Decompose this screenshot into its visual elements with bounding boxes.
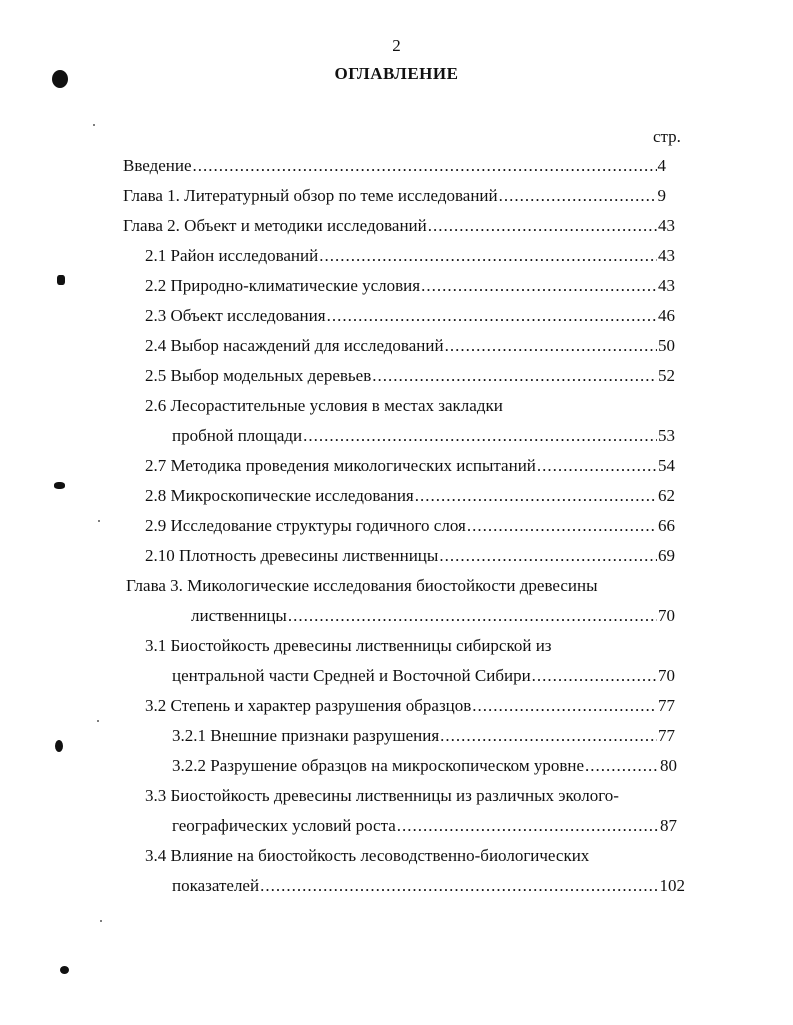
toc-entry-2-8: [145, 486, 675, 506]
toc-page: 66: [658, 516, 675, 535]
toc-page: 46: [658, 306, 675, 325]
toc-entry-3-4: [172, 876, 685, 896]
toc-page: 70: [658, 666, 675, 685]
scan-speck: [93, 124, 95, 126]
toc-leader: [472, 696, 657, 716]
scan-speck: [98, 520, 100, 522]
toc-entry-2-3: [145, 306, 675, 326]
toc-leader: [440, 726, 657, 746]
scan-speck: [100, 920, 102, 922]
toc-entry-3-4-line1: 3.4 Влияние на биостойкость лесоводственно-биологических: [145, 846, 590, 865]
toc-label: показателей: [172, 876, 260, 895]
scan-speck: [97, 720, 99, 722]
toc-label: 2.5 Выбор модельных деревьев: [145, 366, 372, 385]
toc-label: 3.2 Степень и характер разрушения образцов: [145, 696, 472, 715]
toc-label: 2.2 Природно-климатические условия: [145, 276, 421, 295]
toc-page: 43: [658, 246, 675, 265]
toc-leader: [499, 186, 657, 206]
toc-label: 2.1 Район исследований: [145, 246, 319, 265]
toc-page: 69: [658, 546, 675, 565]
toc-leader: [445, 336, 657, 356]
toc-entry-intro: [123, 156, 666, 176]
toc-entry-chapter-1: [123, 186, 666, 206]
toc-leader: [327, 306, 657, 326]
toc-label: 2.8 Микроскопические исследования: [145, 486, 414, 505]
toc-label: Введение: [123, 156, 192, 175]
toc-page: 102: [659, 876, 685, 895]
toc-leader: [415, 486, 657, 506]
toc-entry-2-10: [145, 546, 675, 566]
page-column-label: стр.: [653, 127, 681, 146]
toc-label: географических условий роста: [172, 816, 396, 835]
toc-page: 62: [658, 486, 675, 505]
toc-label: центральной части Средней и Восточной Сибири: [172, 666, 531, 685]
toc-entry-2-2: [145, 276, 675, 296]
toc-label: лиственницы: [191, 606, 287, 625]
toc-entry-3-3-line1: 3.3 Биостойкость древесины лиственницы из различных эколого-: [145, 786, 619, 805]
toc-entry-2-4: [145, 336, 675, 356]
toc-entry-2-7: [145, 456, 675, 476]
toc-page: 70: [658, 606, 675, 625]
scan-blot: [54, 482, 65, 489]
toc-leader: [193, 156, 657, 176]
toc-leader: [288, 606, 657, 626]
toc-label: Глава 2. Объект и методики исследований: [123, 216, 427, 235]
toc-leader: [467, 516, 657, 536]
toc-entry-2-6-line1: 2.6 Лесорастительные условия в местах закладки: [145, 396, 503, 415]
toc-entry-chapter-3: [191, 606, 675, 626]
toc-leader: [397, 816, 659, 836]
toc-entry-2-5: [145, 366, 675, 386]
toc-page: 9: [657, 186, 666, 205]
toc-page: 77: [658, 726, 675, 745]
toc-leader: [428, 216, 657, 236]
page-number: 2: [392, 36, 401, 55]
scan-blot: [57, 275, 65, 285]
toc-page: 4: [657, 156, 666, 175]
toc-entry-3-1-line1: 3.1 Биостойкость древесины лиственницы сибирской из: [145, 636, 552, 655]
scan-blot: [60, 966, 69, 974]
toc-label: 3.2.1 Внешние признаки разрушения: [172, 726, 440, 745]
scan-blot: [55, 740, 63, 752]
toc-page: 50: [658, 336, 675, 355]
toc-entry-2-9: [145, 516, 675, 536]
toc-label: 2.10 Плотность древесины лиственницы: [145, 546, 439, 565]
toc-label: 2.7 Методика проведения микологических испытаний: [145, 456, 536, 475]
toc-leader: [537, 456, 657, 476]
toc-page: 43: [658, 216, 675, 235]
page-title: ОГЛАВЛЕНИЕ: [334, 64, 459, 83]
toc-entry-3-2-1: [172, 726, 675, 746]
toc-label: 2.4 Выбор насаждений для исследований: [145, 336, 444, 355]
toc-label: 2.3 Объект исследования: [145, 306, 326, 325]
toc-leader: [532, 666, 657, 686]
toc-page: 53: [658, 426, 675, 445]
toc-label: Глава 1. Литературный обзор по теме исследований: [123, 186, 498, 205]
scan-blot: [52, 70, 68, 88]
toc-page: 87: [660, 816, 677, 835]
toc-entry-3-1: [172, 666, 675, 686]
toc-page: 80: [660, 756, 677, 775]
toc-page: 77: [658, 696, 675, 715]
toc-entry-chapter-2: [123, 216, 675, 236]
toc-leader: [585, 756, 659, 776]
toc-leader: [260, 876, 658, 896]
toc-label: пробной площади: [172, 426, 303, 445]
toc-entry-3-2-2: [172, 756, 677, 776]
toc-page: 43: [658, 276, 675, 295]
toc-leader: [439, 546, 657, 566]
toc-leader: [303, 426, 657, 446]
toc-page: 52: [658, 366, 675, 385]
toc-entry-chapter-3-line1: Глава 3. Микологические исследования биостойкости древесины: [126, 576, 598, 595]
toc-leader: [319, 246, 657, 266]
toc-label: 3.2.2 Разрушение образцов на микроскопическом уровне: [172, 756, 585, 775]
toc-entry-3-2: [145, 696, 675, 716]
toc-leader: [372, 366, 657, 386]
toc-page: 54: [658, 456, 675, 475]
toc-entry-3-3: [172, 816, 677, 836]
toc-entry-2-1: [145, 246, 675, 266]
toc-leader: [421, 276, 657, 296]
toc-label: 2.9 Исследование структуры годичного слоя: [145, 516, 466, 535]
toc-entry-2-6: [172, 426, 675, 446]
